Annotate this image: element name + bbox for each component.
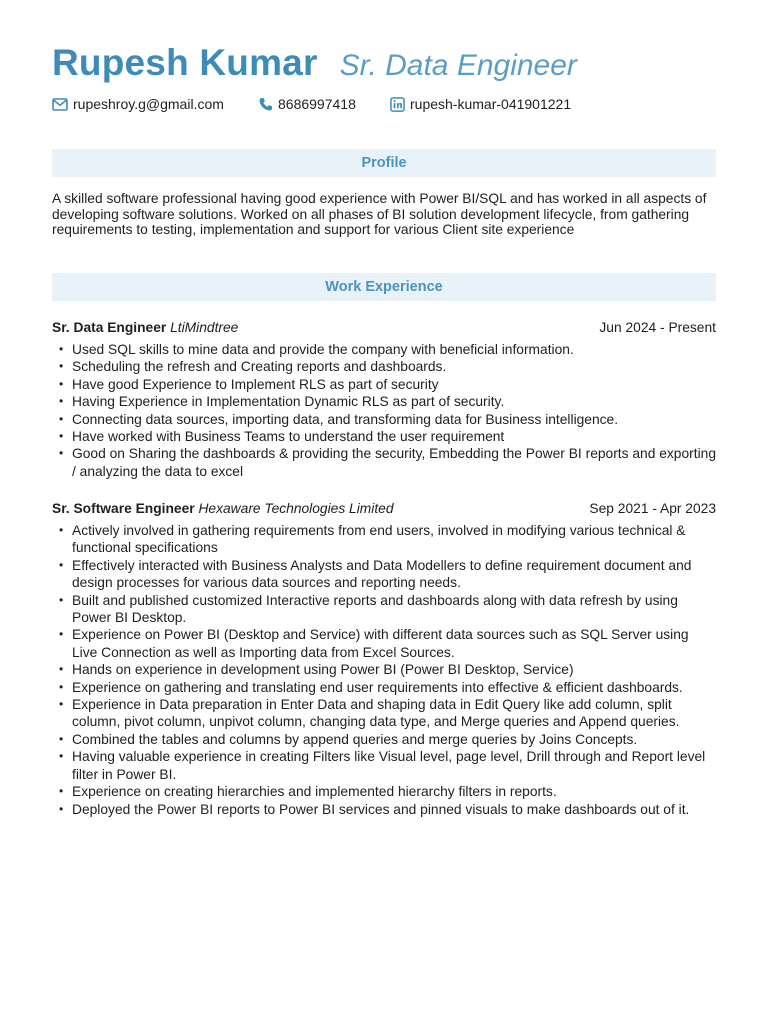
list-item: • Combined the tables and columns by append queries and merge queries by Joins Concepts.	[52, 731, 716, 748]
job-role: Sr. Data Engineer	[52, 320, 167, 335]
list-item: • Hands on experience in development using Power BI (Power BI Desktop, Service)	[52, 661, 716, 678]
list-item: • Have worked with Business Teams to understand the user requirement	[52, 428, 716, 445]
list-item: • Actively involved in gathering requirements from end users, involved in modifying various technical & functional specifications	[52, 522, 716, 557]
job-dates: Jun 2024 - Present	[599, 320, 716, 335]
list-item: • Have good Experience to Implement RLS as part of security	[52, 376, 716, 393]
job-company: Hexaware Technologies Limited	[198, 501, 394, 516]
list-item: • Experience on Power BI (Desktop and Service) with different data sources such as SQL Server using Live Connection as well as Importing data from Excel Sources.	[52, 626, 716, 661]
list-item: • Connecting data sources, importing data, and transforming data for Business intelligence.	[52, 411, 716, 428]
contact-linkedin[interactable]	[390, 96, 571, 112]
work-section-heading: Work Experience	[52, 273, 716, 301]
job-role: Sr. Software Engineer	[52, 501, 195, 516]
profile-summary: A skilled software professional having good experience with Power BI/SQL and has worked in all aspects of developing software solutions. Worked on all phases of BI solution development lifecycle, from gathering requirements to testing, implementation and support for various Client site experience	[52, 191, 707, 237]
job-dates: Sep 2021 - Apr 2023	[589, 501, 716, 516]
list-item: • Having Experience in Implementation Dynamic RLS as part of security.	[52, 393, 716, 410]
list-item: • Experience on creating hierarchies and implemented hierarchy filters in reports.	[52, 783, 716, 800]
envelope-icon	[52, 98, 68, 111]
list-item: • Scheduling the refresh and Creating reports and dashboards.	[52, 358, 716, 375]
email-text: rupeshroy.g@gmail.com	[73, 96, 224, 112]
phone-icon	[258, 97, 273, 112]
list-item: • Good on Sharing the dashboards & providing the security, Embedding the Power BI reports and exporting / analyzing the data to excel	[52, 445, 716, 480]
job-bullets	[52, 341, 716, 480]
profile-section-heading: Profile	[52, 149, 716, 177]
job-company: LtiMindtree	[170, 320, 239, 335]
phone-text: 8686997418	[278, 96, 356, 112]
candidate-name: Rupesh Kumar	[52, 42, 318, 83]
linkedin-text: rupesh-kumar-041901221	[410, 96, 572, 112]
list-item: • Having valuable experience in creating Filters like Visual level, page level, Drill through and Report level filter in Power BI.	[52, 748, 716, 783]
job-bullets	[52, 522, 716, 818]
list-item: • Used SQL skills to mine data and provide the company with beneficial information.	[52, 341, 716, 358]
list-item: • Deployed the Power BI reports to Power BI services and pinned visuals to make dashboards out of it.	[52, 801, 716, 818]
resume-header	[52, 42, 716, 90]
job-header	[52, 501, 716, 519]
candidate-title: Sr. Data Engineer	[339, 49, 577, 82]
contact-phone[interactable]	[258, 96, 356, 112]
list-item: • Experience on gathering and translating end user requirements into effective & efficient dashboards.	[52, 679, 716, 696]
job-header	[52, 320, 716, 338]
contact-email[interactable]	[52, 96, 224, 112]
list-item: • Experience in Data preparation in Enter Data and shaping data in Edit Query like add column, split column, pivot column, unpivot column, changing data type, and Merge queries and Append queries.	[52, 696, 716, 731]
list-item: • Built and published customized Interactive reports and dashboards along with data refresh by using Power BI Desktop.	[52, 592, 716, 627]
list-item: • Effectively interacted with Business Analysts and Data Modellers to define requirement document and design processes for various data sources and reporting needs.	[52, 557, 716, 592]
contact-row	[52, 96, 716, 116]
linkedin-icon	[390, 97, 405, 112]
